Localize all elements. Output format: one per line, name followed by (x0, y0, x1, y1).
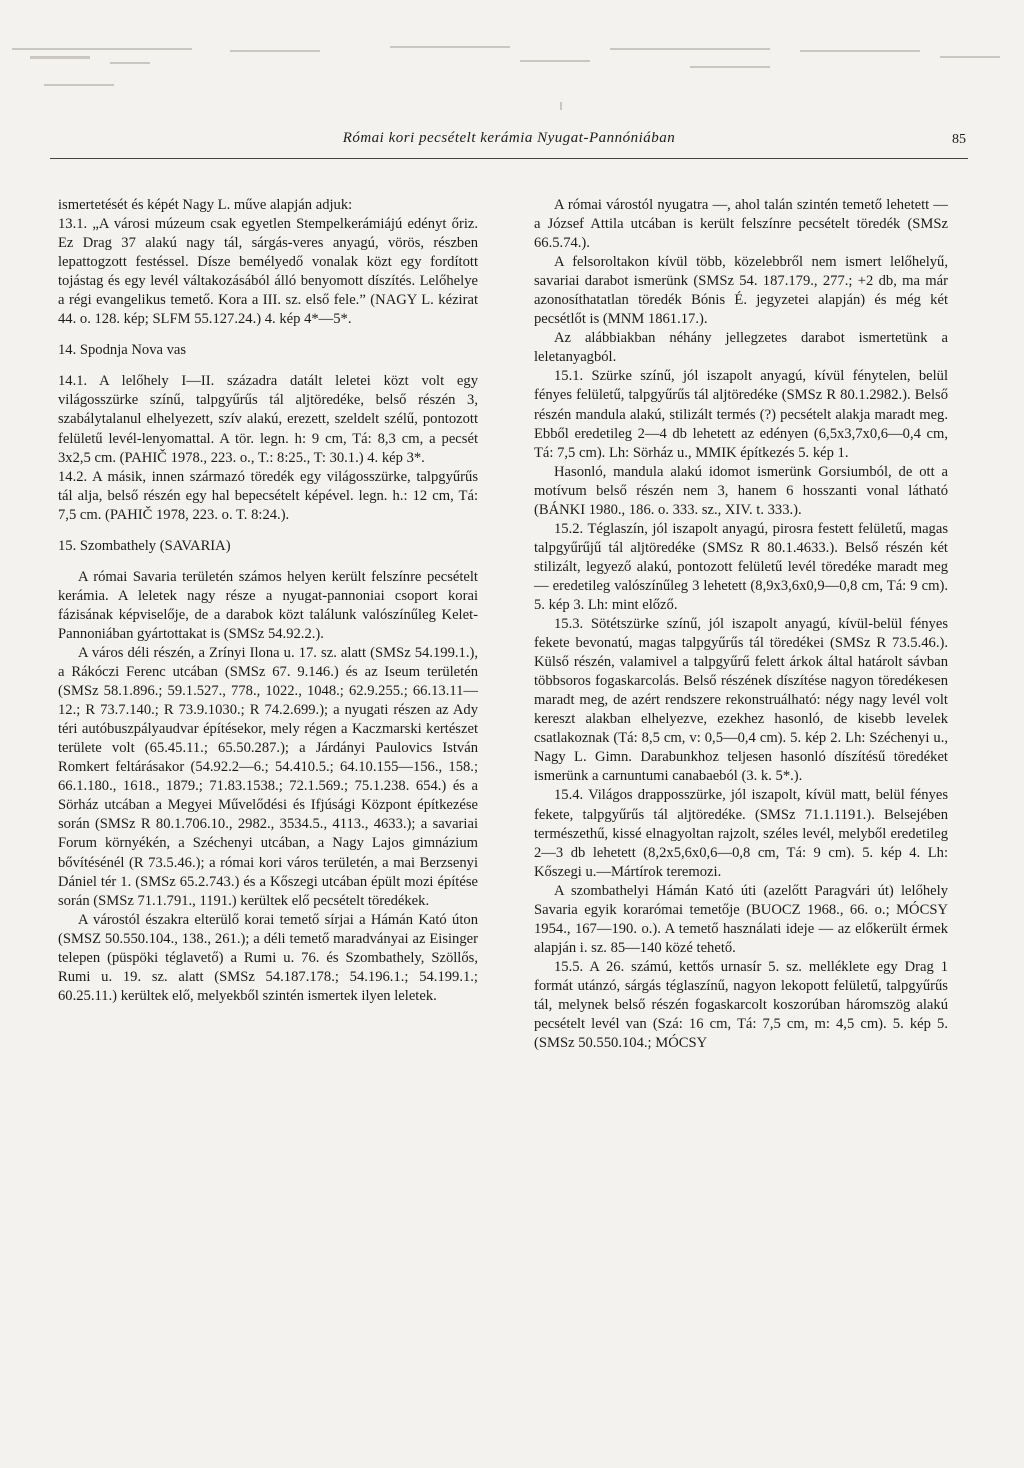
paragraph: A szombathelyi Hámán Kató úti (azelőtt Paragvári út) lelőhely Savaria egyik korarómai temetője (BUOCZ 1968., 66. o.; MÓCSY 1954., 167—190. o.). A temető használati ideje — az előkerült érmek alapján i. sz. 85—140 közé tehető. (534, 882, 948, 956)
paragraph: A város déli részén, a Zrínyi Ilona u. 17. sz. alatt (SMSz 54.199.1.), a Rákóczi Ferenc utcában (SMSz 67. 9.146.) és az Iseum területén (SMSz 58.1.896.; 59.1.527., 778., 1022., 1048.; 62.9.255.; 66.13.11—12.; R 73.7.140.; R 73.9.1030.; R 74.2.699.); a nyugati részen az Ady téri autóbuszpályaudvar építésekor, mely régen a Kaczmarski kertészet területe volt (65.45.11.; 65.50.287.); a Járdányi Paulovics István Romkert feltárásakor (54.92.2—6.; 54.410.5.; 64.10.155—156., 158.; 66.1.180., 1618., 1879.; 71.83.1538.; 72.1.569.; 75.1.238. 654.) és a Sörház utcában a Megyei Művelődési és Ifjúsági Központ építkezése során (SMSz R 80.1.706.10., 2982., 3534.5., 4113., 4633.); a savariai Forum környékén, a Széchenyi utcában, a Nagy Lajos gimnázium bővítésénél (R 73.5.46.); a római kori város területén, a mai Berzsenyi Dániel tér 1. (SMSz 65.2.743.) és a Kőszegi utcában épült mozi építése során (SMSz 71.1.791., 1191.) kerültek elő pecsételt töredékek. (58, 644, 478, 909)
paragraph: A felsoroltakon kívül több, közelebbről nem ismert lelőhelyű, savariai darabot ismerünk (SMSz 54. 187.179., 277.; +2 db, ma már azonosíthatatlan töredék Bónis É. jegyzetei alapján) és még két pecsétlőt is (MNM 1861.17.). (534, 254, 948, 328)
paragraph: 15.2. Téglaszín, jól iszapolt anyagú, pirosra festett felületű, magas talpgyűrűjű tál aljtöredéke (SMSz R 80.1.4633.). Belső részén két stilizált, legyező alakú, pontozott felületű levél töredéke maradt meg — eredetileg valószínűleg 3 lehetett (8,9x3,6x0,9—0,8 cm, Tá: 9 cm). 5. kép 3. Lh: mint előző. (534, 520, 948, 613)
running-header (50, 128, 968, 159)
section-heading: 14. Spodnja Nova vas (58, 342, 187, 359)
left-column (58, 196, 478, 1006)
paragraph: 13.1. „A városi múzeum csak egyetlen Stempelkerámiájú edényt őriz. Ez Drag 37 alakú nagy tál, sárgás-veres anyagú, vörös, részben lepattogzott festéssel. Dísze bemélyedő vonalak közt egy fordított tojástag és egy levél váltakozásából álló benyomott díszítés. Lelőhelye a régi evangelikus temető. Kora a III. sz. első fele.” (NAGY L. kézirat 44. o. 128. kép; SLFM 55.127.24.) 4. kép 4*—5*. (58, 216, 478, 328)
paragraph: 14.2. A másik, innen származó töredék egy világosszürke, talpgyűrűs tál alja, belső részén egy hal bepecsételt képével. legn. h.: 12 cm, Tá: 7,5 cm. (PAHIČ 1978, 223. o. T. 8:24.). (58, 468, 478, 523)
paragraph: A várostól északra elterülő korai temető sírjai a Hámán Kató úton (SMSZ 50.550.104., 138., 261.); a déli temető maradványai az Eisinger telepen (püspöki téglavető) a Rumi u. 76. és Szombathely, Szöllős, Rumi u. 19. sz. alatt (SMSz 54.187.178.; 54.196.1.; 54.199.1.; 60.25.11.) kerültek elő, melyekből szintén ismertek ilyen leletek. (58, 911, 478, 1004)
paragraph: 15.1. Szürke színű, jól iszapolt anyagú, kívül fénytelen, belül fényes felületű, talpgyűrűs tál aljtöredéke (SMSz R 80.1.2982.). Belső részén mandula alakú, stilizált termés (?) pecsételt alakja maradt meg. Ebből eredetileg 2—4 db lehetett az edényen (6,5x3,7x0,6—0,4 cm, Tá: 7,5 cm). Lh: Sörház u., MMIK építkezés 5. kép 1. (534, 368, 948, 461)
paragraph: A római várostól nyugatra —, ahol talán szintén temető lehetett — a József Attila utcában is került felszínre pecsételt töredék (SMSz 66.5.74.). (534, 197, 948, 252)
paragraph: 15.3. Sötétszürke színű, jól iszapolt anyagú, kívül-belül fényes fekete bevonatú, magas talpgyűrűs tál töredékei (SMSz R 73.5.46.). Külső részén, valamivel a talpgyűrű felett árkok által határolt sávban többsoros fogaskarcolás. Belső részének díszítése nagyon töredékesen maradt meg, de azért rendszere rekonstruálható: négy nagy levél volt kereszt alakban elhelyezve, ezekhez hasonló, de kisebb levelek csatlakoznak (Tá: 8,5 cm, v: 0,5—0,4 cm). 5. kép 2. Lh: Széchenyi u., Nagy L. Gimn. Darabunkhoz teljesen hasonló díszítésű töredéket ismerünk a carnuntumi canabaeból (3. k. 5*.). (534, 616, 948, 785)
right-column (534, 196, 948, 1053)
paragraph: 15.5. A 26. számú, kettős urnasír 5. sz. melléklete egy Drag 1 formát utánzó, sárgás téglaszínű, nagyon lekopott felületű, talpgyűrűs tál, melynek belső részén fogaskarcolt koszorúban háromszög alakú pecsételt levél van (Szá: 16 cm, Tá: 7,5 cm, m: 4,5 cm). 5. kép 5. (SMSz 50.550.104.; MÓCSY (534, 958, 948, 1052)
paragraph: ismertetését és képét Nagy L. műve alapján adjuk: (58, 197, 353, 213)
paragraph: 15.4. Világos drapposszürke, jól iszapolt, kívül matt, belül fényes fekete, talpgyűrűs tál aljtöredéke. (SMSz 71.1.1191.). Belsejében természethű, kissé elnagyoltan rajzolt, széles levél, melyből eredetileg 2—3 db lehetett (8,2x5,6x0,6—0,8 cm, Tá: 9 cm). 5. kép 4. Lh: Kőszegi u.—Mártírok teremozi. (534, 787, 948, 880)
paragraph: 14.1. A lelőhely I—II. századra datált leletei közt volt egy világosszürke színű, talpgyűrűs tál aljtöredéke, belső részén 3, szabálytalanul elhelyezett, szív alakú, erezett, szeldelt szélű, pontozott felületű levél-lenyomattal. A tör. legn. h: 9 cm, Tá: 8,3 cm, a pecsét 3x2,5 cm. (PAHIČ 1978., 223. o., T.: 8:25., T: 30.1.) 4. kép 3*. (58, 373, 478, 466)
scan-speckle (0, 0, 1024, 120)
section-heading: 15. Szombathely (SAVARIA) (58, 537, 231, 554)
paragraph: A római Savaria területén számos helyen került felszínre pecsételt kerámia. A leletek nagy része a nyugat-pannoniai csoport korai fázisának képviselője, de a darabok közt találunk valószínűleg Kelet-Pannoniában gyártottakat is (SMSz 54.92.2.). (58, 568, 478, 642)
paragraph: Az alábbiakban néhány jellegzetes darabot ismertetünk a leletanyagból. (534, 330, 948, 366)
page-number: 85 (952, 132, 966, 147)
running-title: Római kori pecsételt kerámia Nyugat-Pannóniában (342, 130, 676, 146)
paragraph: Hasonló, mandula alakú idomot ismerünk Gorsiumból, de ott a motívum belső részén nem 3, hanem 6 hosszanti vonal látható (BÁNKI 1980., 186. o. 333. sz., XIV. t. 333.). (534, 463, 948, 518)
